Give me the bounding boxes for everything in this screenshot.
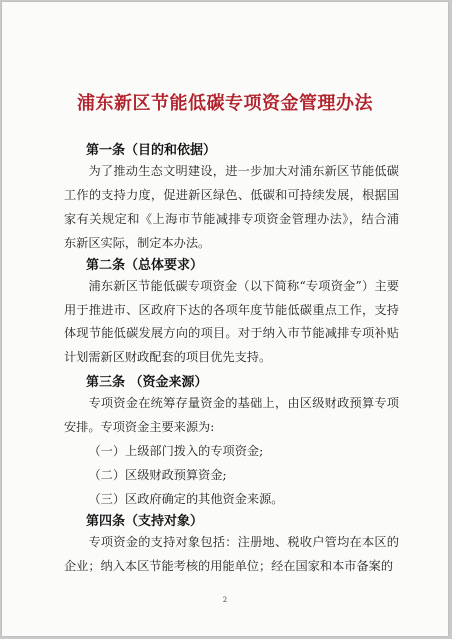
article-3-list-item-1: （一）上级部门拨入的专项资金; [88,444,264,459]
article-2-heading: 第二条（总体要求） [86,257,204,273]
article-1-heading: 第一条（目的和依据） [86,143,217,158]
article-3-paragraph: 专项资金在统筹存量资金的基础上，由区级财政预算专项安排。专项资金主要来源为: [64,396,399,435]
document-page [2,2,448,636]
article-4-paragraph: 专项资金的支持对象包括：注册地、税收户管均在本区的企业；纳入本区节能考核的用能单位；经在国家和本市备案的 [64,534,399,573]
article-3-heading: 第三条 （资金来源） [86,375,208,391]
article-3-list-item-2: （二）区级财政预算资金; [88,467,227,482]
document-title: 浦东新区节能低碳专项资金管理办法 [77,93,373,114]
article-3-list-item-3: （三）区政府确定的其他资金来源。 [88,491,284,506]
article-1-paragraph: 为了推动生态文明建设，进一步加大对浦东新区节能低碳工作的支持力度，促进新区绿色、低碳和可持续发展，根据国家有关规定和《上海市节能减排专项资金管理办法》，结合浦东新区实际，制定本办法。 [64,164,399,250]
article-2-paragraph: 浦东新区节能低碳专项资金（以下简称“专项资金”）主要用于推进市、区政府下达的各项年度节能低碳重点工作，支持体现节能低碳发展方向的项目。对于纳入市节能减排专项补贴计划需新区财政配套的项目优先支持。 [64,278,399,365]
document-body [64,141,399,579]
page-number: 2 [222,596,228,604]
article-4-heading: 第四条（支持对象） [86,513,204,529]
